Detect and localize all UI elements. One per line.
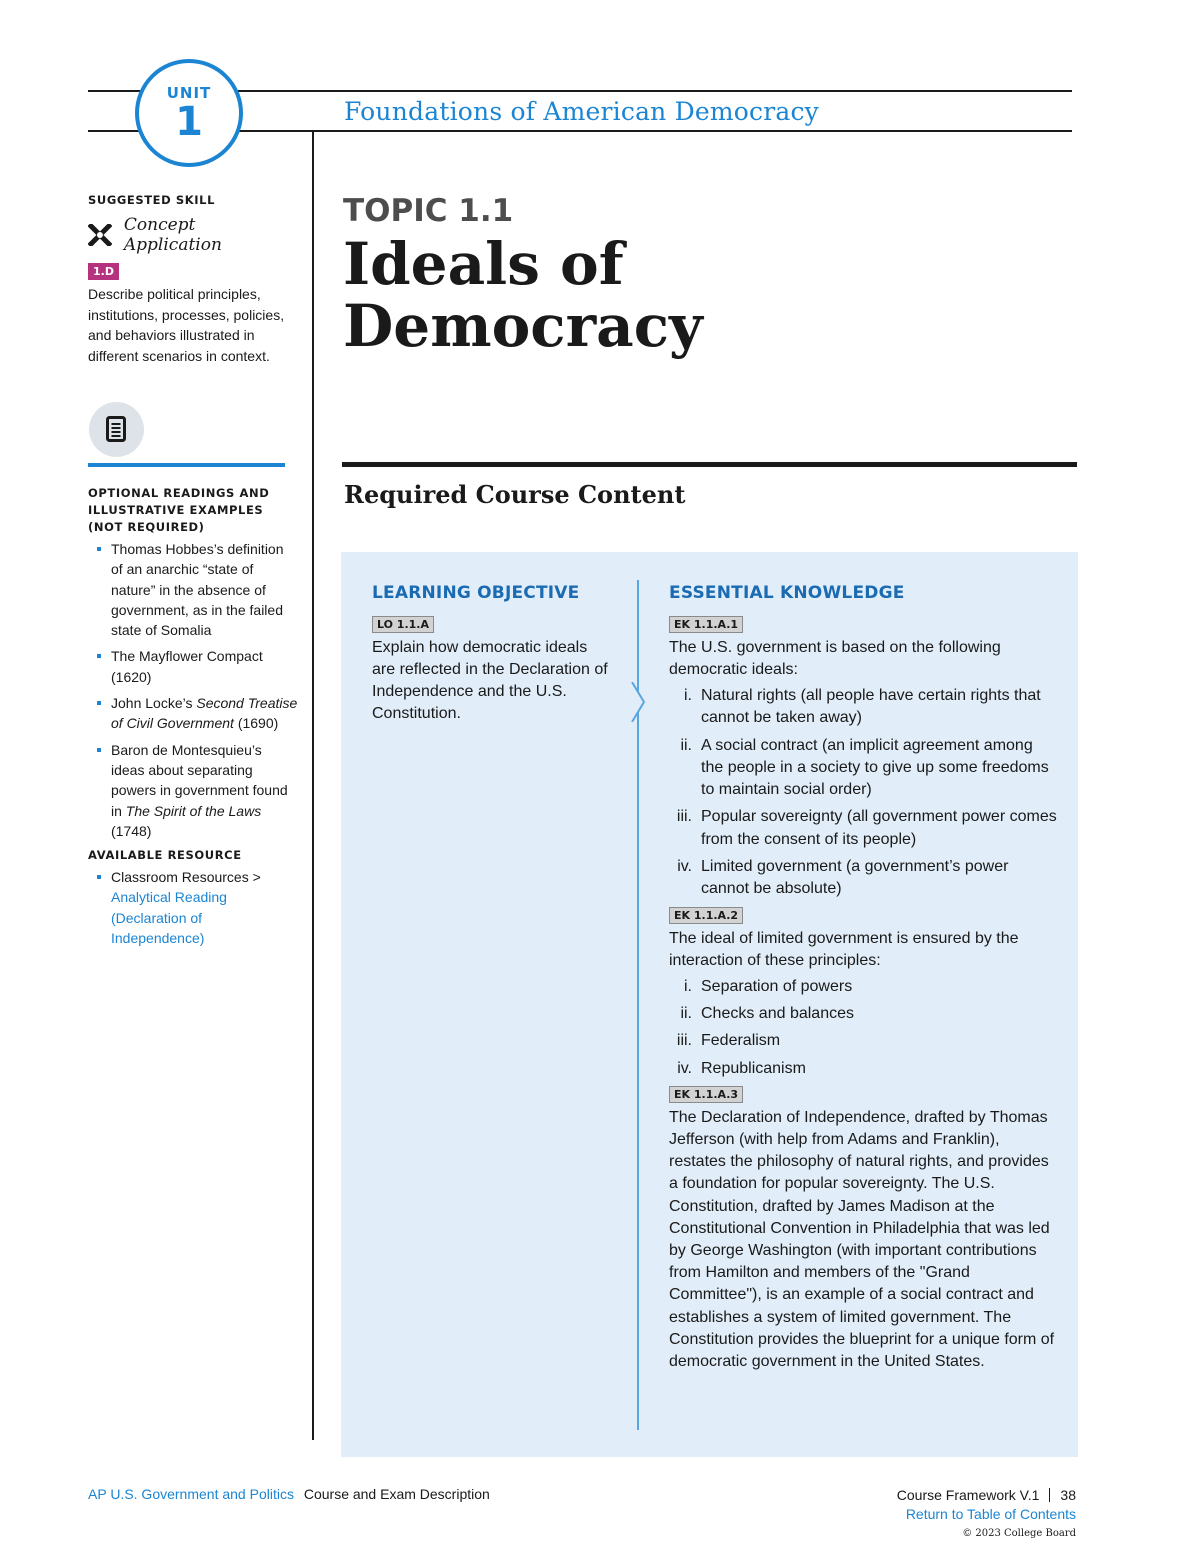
- resource-list: [88, 867, 298, 948]
- list-number: i.: [684, 977, 692, 995]
- ek-text: The U.S. government is based on the following democratic ideals:: [669, 639, 1001, 678]
- list-number: iii.: [676, 808, 692, 826]
- list-text: Natural rights (all people have certain rights that cannot be taken away): [701, 687, 1041, 727]
- skill-row: [88, 215, 298, 255]
- list-number: iv.: [677, 1059, 692, 1077]
- reading-title: Second Treatise of Civil Government: [111, 695, 298, 732]
- ek-list: [669, 976, 1059, 1080]
- ek-text: The ideal of limited government is ensured by the interaction of these principles:: [669, 929, 1019, 969]
- framework-line: [897, 1486, 1076, 1505]
- list-item: [88, 539, 298, 640]
- list-text: A social contract (an implicit agreement among the people in a society to give up some freedoms to maintain social order): [701, 736, 1049, 799]
- list-number: iv.: [677, 858, 692, 876]
- list-number: ii.: [680, 736, 692, 754]
- doc-name: Course and Exam Description: [303, 1486, 490, 1502]
- list-item: [669, 1030, 1059, 1052]
- list-item: [669, 976, 1059, 998]
- crossed-tools-icon: [88, 224, 112, 246]
- reading-year: (1748): [111, 822, 152, 839]
- main-rule: [342, 462, 1077, 467]
- list-item: [88, 740, 298, 841]
- skill-code-badge: 1.D: [88, 263, 119, 280]
- ek-list: [669, 685, 1059, 901]
- column-divider: [312, 130, 314, 1440]
- footer-course: [88, 1486, 490, 1502]
- page-title: Ideals of Democracy: [343, 230, 703, 360]
- ek-text: The Declaration of Independence, drafted by Thomas Jefferson (with help from Adams and Franklin), restates the philosophy of natural rights, and provides a foundation for popular sovereignty. The U.S. Constitution, drafted by James Madison at the Constitutional Convention in Philadelphia that was led by George Washington (with important contributions from Hamilton and members of the "Grand Committee"), is an example of a social contract and establishes a system of limited government. The Constitution provides the blueprint for a unique form of democratic government in the United States.: [669, 1108, 1055, 1371]
- unit-label: UNIT: [166, 84, 212, 102]
- list-number: iii.: [676, 1032, 692, 1050]
- list-item: [669, 1003, 1059, 1025]
- unit-title: Foundations of American Democracy: [344, 97, 819, 126]
- resource-prefix: Classroom Resources >: [111, 869, 261, 886]
- essential-knowledge-heading: ESSENTIAL KNOWLEDGE: [669, 583, 905, 603]
- list-item: [88, 693, 298, 734]
- list-item: [88, 646, 298, 687]
- ek-code-tag: EK 1.1.A.2: [669, 907, 743, 924]
- available-resource-heading: AVAILABLE RESOURCE: [88, 848, 242, 863]
- page-number: 38: [1060, 1487, 1076, 1503]
- list-item: [669, 685, 1059, 730]
- list-item: [669, 735, 1059, 802]
- list-text: Federalism: [701, 1032, 781, 1050]
- toc-link[interactable]: Return to Table of Contents: [905, 1506, 1076, 1522]
- list-text: Limited government (a government’s power cannot be absolute): [701, 858, 1009, 898]
- resource-link[interactable]: Analytical Reading (Declaration of Independence): [111, 889, 227, 947]
- list-text: Popular sovereignty (all government power comes from the consent of its people): [701, 808, 1057, 848]
- readings-list: [88, 539, 298, 841]
- ek-code-tag: EK 1.1.A.1: [669, 616, 743, 633]
- reading-text: The Mayflower Compact (1620): [111, 648, 263, 685]
- skill-description: Describe political principles, institutions, processes, policies, and behaviors illustrated in different scenarios in context.: [88, 286, 285, 364]
- suggested-skill-heading: SUGGESTED SKILL: [88, 193, 216, 207]
- reading-title: The Spirit of the Laws: [125, 802, 262, 819]
- lo-code-tag: LO 1.1.A: [372, 616, 434, 633]
- reading-text: Baron de Montesquieu’s ideas about separating powers in government found in: [111, 741, 288, 819]
- unit-number: 1: [175, 99, 203, 145]
- lo-text: Explain how democratic ideals are reflected in the Declaration of Independence and the U.S. Constitution.: [372, 639, 608, 722]
- reading-text: John Locke’s: [111, 695, 197, 712]
- footer-divider: [1049, 1488, 1050, 1502]
- skill-name: Concept Application: [123, 215, 222, 255]
- suggested-skill-panel: [88, 193, 298, 366]
- essential-knowledge-block: [669, 615, 1059, 1373]
- sidebar-rule: [88, 463, 285, 467]
- document-glyph: [106, 416, 126, 442]
- list-number: ii.: [680, 1004, 692, 1022]
- optional-readings-heading: OPTIONAL READINGS AND ILLUSTRATIVE EXAMPLES (NOT REQUIRED): [88, 486, 270, 534]
- reading-year: (1690): [233, 715, 279, 732]
- unit-badge: [135, 59, 243, 167]
- document-icon: [89, 402, 144, 457]
- ek-code-tag: EK 1.1.A.3: [669, 1086, 743, 1103]
- course-name: AP U.S. Government and Politics: [88, 1486, 294, 1502]
- list-text: Checks and balances: [701, 1004, 854, 1022]
- footer-page-info: [897, 1486, 1076, 1543]
- optional-readings-panel: [88, 485, 298, 954]
- learning-objective-block: [372, 615, 612, 725]
- chevron-right-icon: [630, 682, 646, 722]
- list-item: [669, 1058, 1059, 1080]
- list-item: [88, 867, 298, 948]
- reading-text: Thomas Hobbes’s definition of an anarchic “state of nature” in the absence of government, as in the failed state of Somalia: [111, 541, 284, 639]
- list-number: i.: [684, 687, 692, 704]
- list-item: [669, 806, 1059, 851]
- list-text: Republicanism: [701, 1059, 806, 1077]
- copyright: © 2023 College Board: [962, 1528, 1076, 1539]
- list-text: Separation of powers: [701, 977, 853, 995]
- framework-label: Course Framework V.1: [896, 1487, 1040, 1503]
- section-heading: Required Course Content: [344, 480, 686, 509]
- learning-objective-heading: LEARNING OBJECTIVE: [372, 583, 580, 603]
- list-item: [669, 856, 1059, 901]
- topic-number: TOPIC 1.1: [343, 193, 514, 229]
